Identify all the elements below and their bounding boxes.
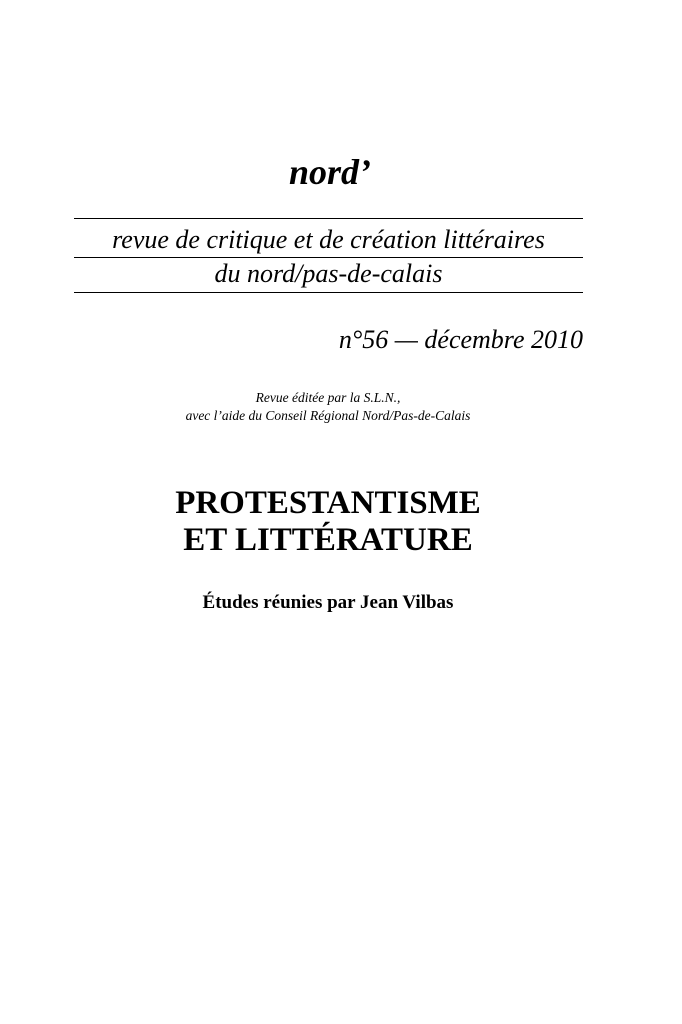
volume-editor: Études réunies par Jean Vilbas [202,592,454,613]
issue-number: n°56 — décembre 2010 [338,325,583,354]
journal-subtitle-line2: du nord/pas-de-calais [214,259,443,288]
volume-title-line1: PROTESTANTISME [175,485,481,521]
journal-title: nord’ [288,152,372,192]
publisher-line1: Revue éditée par la S.L.N., [255,390,401,405]
volume-title-line2: ET LITTÉRATURE [183,522,473,558]
top-rule [74,218,583,219]
bottom-rule [74,292,583,293]
journal-subtitle-line1: revue de critique et de création littéraires [112,225,545,254]
publisher-line2: avec l’aide du Conseil Régional Nord/Pas-de-Calais [185,408,471,423]
